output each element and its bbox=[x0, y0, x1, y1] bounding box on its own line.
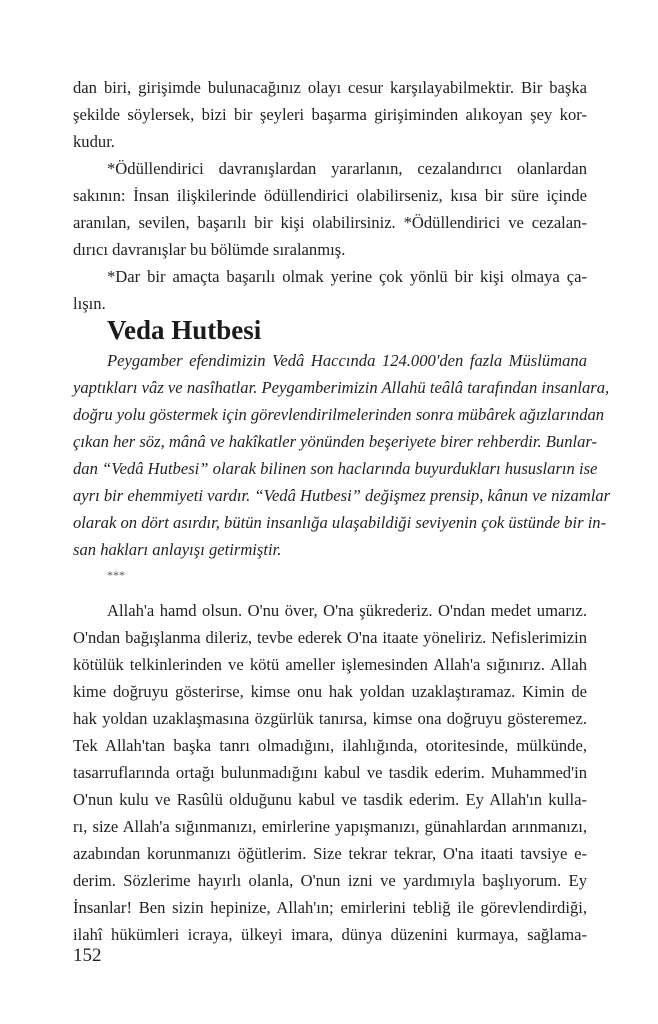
text-line: *Dar bir amaçta başarılı olmak yerine çok yönlü bir kişi olmaya ça- bbox=[107, 267, 587, 286]
text-line: olarak on dört asırdır, bütün insanlığa ulaşabildiği seviyenin çok üstünde bir in- bbox=[73, 513, 607, 532]
text-line: kudur. bbox=[73, 132, 115, 151]
text-line: derim. Sözlerime hayırlı olanla, O'nun izni ve yardımıyla başlıyorum. Ey bbox=[73, 871, 587, 890]
text-line: O'nun kulu ve Rasûlü olduğunu kabul ve tasdik ederim. Ey Allah'ın kulla- bbox=[73, 790, 587, 809]
section-heading: Veda Hutbesi bbox=[107, 315, 262, 345]
text-line: yaptıkları vâz ve nasîhatlar. Peygamberimizin Allahü teâlâ tarafından insanlara, bbox=[73, 378, 610, 397]
text-line: Tek Allah'tan başka tanrı olmadığını, ilahlığında, otoritesinde, mülkünde, bbox=[73, 736, 587, 755]
text-line: sakının: İnsan ilişkilerinde ödüllendirici olabilirseniz, kısa bir süre içinde bbox=[73, 186, 587, 205]
text-line: kime doğruyu gösterirse, kimse onu hak yoldan uzaklaştıramaz. Kimin de bbox=[73, 682, 587, 701]
text-line: san hakları anlayışı getirmiştir. bbox=[73, 540, 282, 559]
text-line: O'ndan bağışlanma dileriz, tevbe ederek O'na itaate yöneliriz. Nefislerimizin bbox=[73, 628, 587, 647]
text-line: doğru yolu göstermek için görevlendirilmelerinden sonra mübârek ağızlarından bbox=[73, 405, 605, 424]
paragraph-versatile-person bbox=[73, 263, 587, 317]
section-separator: *** bbox=[107, 568, 125, 582]
text-line: kötülük telkinlerinden ve kötü ameller işlemesinden Allah'a sığınırız. Allah bbox=[73, 655, 587, 674]
text-line: rı, size Allah'a sığınmanızı, emirlerine yapışmanızı, günahlardan arınmanızı, bbox=[73, 817, 587, 836]
text-line: tasarruflarında ortağı bulunmadığını kabul ve tasdik ederim. Muhammed'in bbox=[73, 763, 587, 782]
sermon-body bbox=[73, 597, 587, 948]
paragraph-fear bbox=[73, 74, 587, 155]
text-line: dan “Vedâ Hutbesi” olarak bilinen son haclarında buyurdukları hususların ise bbox=[73, 459, 598, 478]
text-line: *Ödüllendirici davranışlardan yararlanın, cezalandırıcı olanlardan bbox=[107, 159, 587, 178]
text-line: ayrı bir ehemmiyeti vardır. “Vedâ Hutbesi” değişmez prensip, kânun ve nizamlar bbox=[73, 486, 611, 505]
paragraph-rewarding-behaviors bbox=[73, 155, 587, 263]
section-intro-italic bbox=[73, 347, 611, 563]
text-line: dan biri, girişimde bulunacağınız olayı cesur karşılayabilmektir. Bir başka bbox=[73, 78, 587, 97]
text-line: Allah'a hamd olsun. O'nu över, O'na şükrederiz. O'ndan medet umarız. bbox=[107, 601, 587, 620]
text-line: İnsanlar! Ben sizin hepinize, Allah'ın; emirlerini tebliğ ile görevlendirdiği, bbox=[73, 898, 587, 917]
page-number: 152 bbox=[73, 945, 102, 966]
spacer bbox=[73, 587, 587, 597]
text-line: şekilde söylersek, bizi bir şeyleri başarma girişiminden alıkoyan şey kor- bbox=[73, 105, 587, 124]
text-line: çıkan her söz, mânâ ve hakîkatler yönünden beşeriyete birer rehberdir. Bunlar- bbox=[73, 432, 598, 451]
text-line: ilahî hükümleri icraya, ülkeyi imara, dünya düzenini kurmaya, sağlama- bbox=[73, 925, 587, 944]
text-line: hak yoldan uzaklaşmasına özgürlük tanırsa, kimse ona doğruyu gösteremez. bbox=[73, 709, 587, 728]
text-line: lışın. bbox=[73, 294, 106, 313]
text-line: Peygamber efendimizin Vedâ Haccında 124.000'den fazla Müslümana bbox=[107, 351, 587, 370]
text-line: aranılan, sevilen, başarılı bir kişi olabilirsiniz. *Ödüllendirici ve cezalan- bbox=[73, 213, 587, 232]
text-line: azabından korunmanızı öğütlerim. Size tekrar tekrar, O'na itaati tavsiye e- bbox=[73, 844, 587, 863]
book-page-text bbox=[73, 74, 611, 948]
text-line: dırıcı davranışlar bu bölümde sıralanmış. bbox=[73, 240, 346, 259]
